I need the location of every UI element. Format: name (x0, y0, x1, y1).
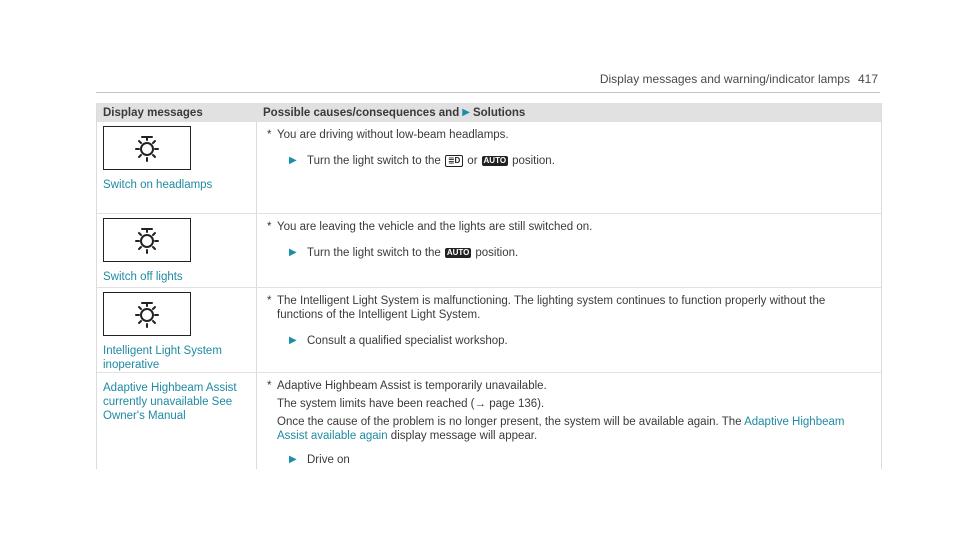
action-text-pre: Turn the light switch to the (307, 247, 441, 259)
triangle-right-icon: ▶ (289, 454, 297, 465)
table-row (97, 373, 881, 469)
col-header-causes-label: Possible causes/consequences and (263, 106, 460, 119)
cause-text: You are driving without low-beam headlamps. (277, 129, 509, 141)
display-message: Adaptive Highbeam Assist currently unavailable See Owner's Manual (103, 382, 237, 422)
messages-table (96, 103, 882, 469)
action-text-post: position. (512, 155, 555, 167)
light-bulb-warning-icon (103, 218, 191, 262)
message-cell (97, 214, 257, 287)
low-beam-symbol-icon: ≣D (445, 155, 463, 167)
col-header-solutions-label: Solutions (472, 106, 526, 119)
light-bulb-warning-icon (103, 292, 191, 336)
action-text: Drive on (307, 454, 350, 466)
col-header-causes (257, 107, 881, 119)
cause-text: Adaptive Highbeam Assist is temporarily unavailable. (277, 380, 547, 392)
light-bulb-warning-icon (103, 126, 191, 170)
triangle-right-icon: ▶ (289, 335, 297, 346)
table-row (97, 214, 881, 288)
message-cell (97, 288, 257, 372)
cause-text: You are leaving the vehicle and the lights are still switched on. (277, 221, 593, 233)
solution-cell (257, 288, 881, 372)
table-header (97, 103, 881, 122)
display-message: Intelligent Light System inoperative (103, 345, 222, 371)
cause-item (267, 294, 871, 322)
display-message: Switch off lights (103, 271, 183, 283)
auto-symbol-icon: AUTO (483, 156, 507, 165)
info-text-pre: Once the cause of the problem is no longer present, the system will be available again. The (277, 416, 742, 428)
action-text: Consult a qualified specialist workshop. (307, 335, 508, 347)
triangle-right-icon: ▶ (462, 107, 470, 118)
display-message: Switch on headlamps (103, 179, 213, 191)
action-item (289, 334, 871, 348)
bullet-marker: * (267, 129, 272, 141)
col-header-messages: Display messages (103, 106, 203, 119)
bullet-marker: * (267, 221, 272, 233)
message-cell (97, 122, 257, 213)
table-row (97, 288, 881, 373)
action-text-pre: Turn the light switch to the (307, 155, 441, 167)
action-text-mid: or (467, 155, 478, 167)
info-text-post: display message will appear. (390, 430, 538, 442)
cause-text: The Intelligent Light System is malfunctioning. The lighting system continues to function properly without the functions of the Intelligent Light System. (277, 295, 826, 321)
triangle-right-icon: ▶ (289, 247, 297, 258)
action-item (289, 154, 871, 168)
header-divider (96, 92, 880, 93)
header-title: Display messages and warning/indicator lamps (599, 72, 850, 86)
page-number: 417 (857, 72, 878, 86)
action-item (289, 453, 871, 467)
solution-cell (257, 373, 881, 469)
bullet-marker: * (267, 295, 272, 307)
solution-cell (257, 122, 881, 213)
info-text (277, 415, 871, 443)
solution-cell (257, 214, 881, 287)
cause-item (267, 128, 871, 142)
cause-item (267, 379, 871, 393)
auto-symbol-icon: AUTO (446, 248, 470, 257)
info-text: The system limits have been reached (→ page 136). (277, 398, 545, 410)
table-row (97, 122, 881, 214)
triangle-right-icon: ▶ (289, 155, 297, 166)
highlighted-message: Adaptive Highbeam Assist available again (277, 416, 845, 442)
message-cell (97, 373, 257, 469)
action-text-post: position. (475, 247, 519, 259)
cause-item (267, 220, 871, 234)
action-item (289, 246, 871, 260)
bullet-marker: * (267, 380, 272, 392)
page-header (96, 72, 878, 86)
